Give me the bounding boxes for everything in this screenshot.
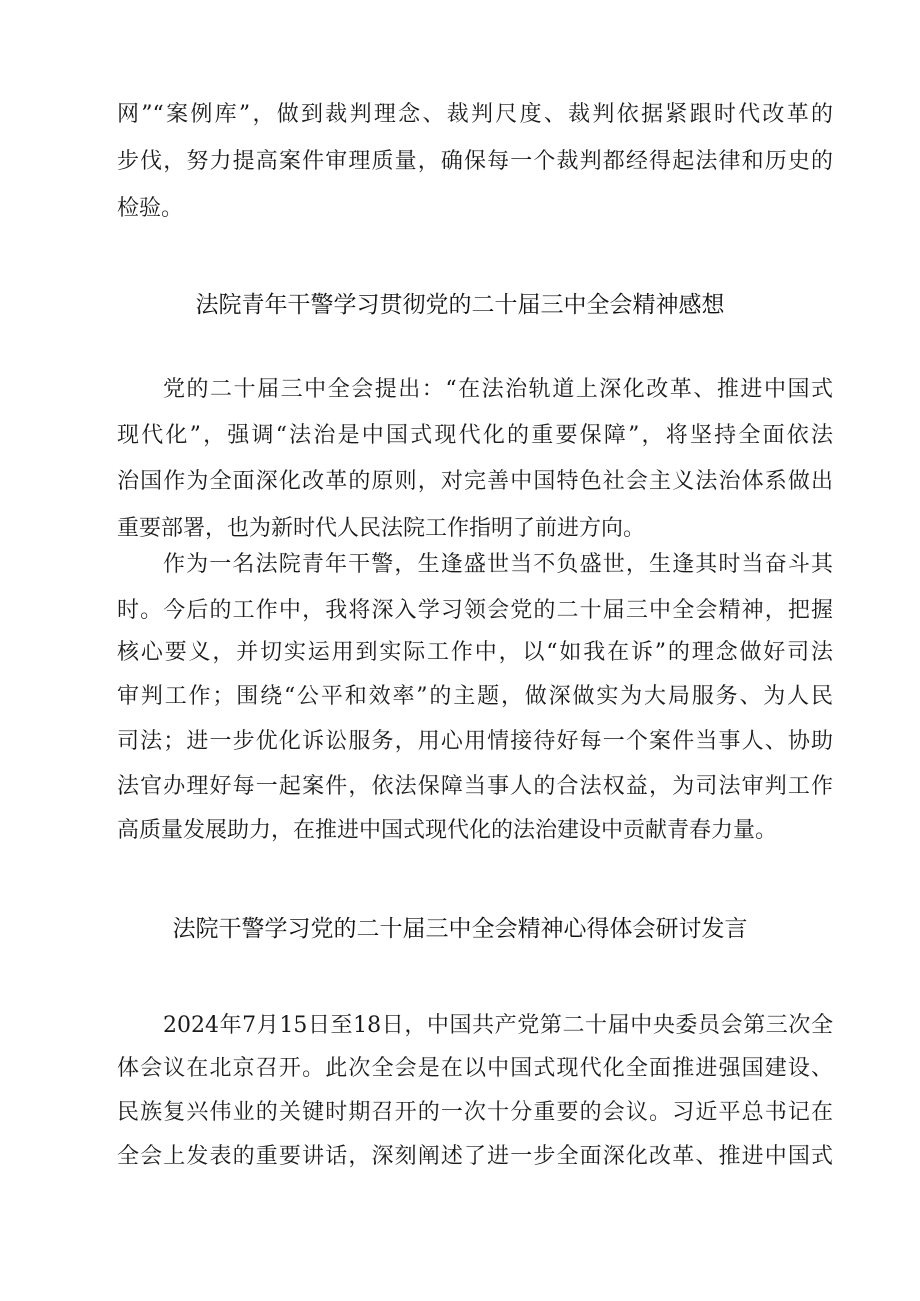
paragraph-line: 网”“案例库”，做到裁判理念、裁判尺度、裁判依据紧跟时代改革的 (117, 102, 833, 127)
paragraph-line: 高质量发展助力，在推进中国式现代化的法治建设中贡献青春力量。 (117, 818, 778, 843)
paragraph-line: 2024年7月15日至18日，中国共产党第二十届中央委员会第三次全 (163, 1013, 833, 1038)
paragraph-line: 党的二十届三中全会提出：“在法治轨道上深化改革、推进中国式 (163, 377, 833, 402)
paragraph-line: 重要部署，也为新时代人民法院工作指明了前进方向。 (117, 516, 646, 541)
paragraph-line: 时。今后的工作中，我将深入学习领会党的二十届三中全会精神，把握 (117, 598, 833, 623)
paragraph-line: 法官办理好每一起案件，依法保障当事人的合法权益，为司法审判工作 (117, 774, 833, 799)
paragraph-line: 步伐，努力提高案件审理质量，确保每一个裁判都经得起法律和历史的 (117, 149, 833, 174)
paragraph-line: 治国作为全面深化改革的原则，对完善中国特色社会主义法治体系做出 (117, 469, 833, 494)
paragraph-line: 审判工作；围绕“公平和效率”的主题，做深做实为大局服务、为人民 (117, 684, 833, 709)
paragraph-line: 民族复兴伟业的关键时期召开的一次十分重要的会议。习近平总书记在 (117, 1100, 833, 1125)
paragraph-line: 全会上发表的重要讲话，深刻阐述了进一步全面深化改革、推进中国式 (117, 1144, 833, 1169)
section-title: 法院青年干警学习贯彻党的二十届三中全会精神感想 (195, 292, 725, 318)
paragraph-line: 作为一名法院青年干警，生逢盛世当不负盛世，生逢其时当奋斗其 (163, 552, 833, 577)
paragraph-line: 现代化”，强调“法治是中国式现代化的重要保障”，将坚持全面依法 (117, 423, 833, 448)
section-title: 法院干警学习党的二十届三中全会精神心得体会研讨发言 (172, 916, 748, 942)
paragraph-line: 核心要义，并切实运用到实际工作中，以“如我在诉”的理念做好司法 (117, 640, 833, 665)
paragraph-line: 体会议在北京召开。此次全会是在以中国式现代化全面推进强国建设、 (117, 1056, 833, 1081)
paragraph-line: 司法；进一步优化诉讼服务，用心用情接待好每一个案件当事人、协助 (117, 729, 833, 754)
paragraph-line: 检验。 (117, 196, 184, 221)
